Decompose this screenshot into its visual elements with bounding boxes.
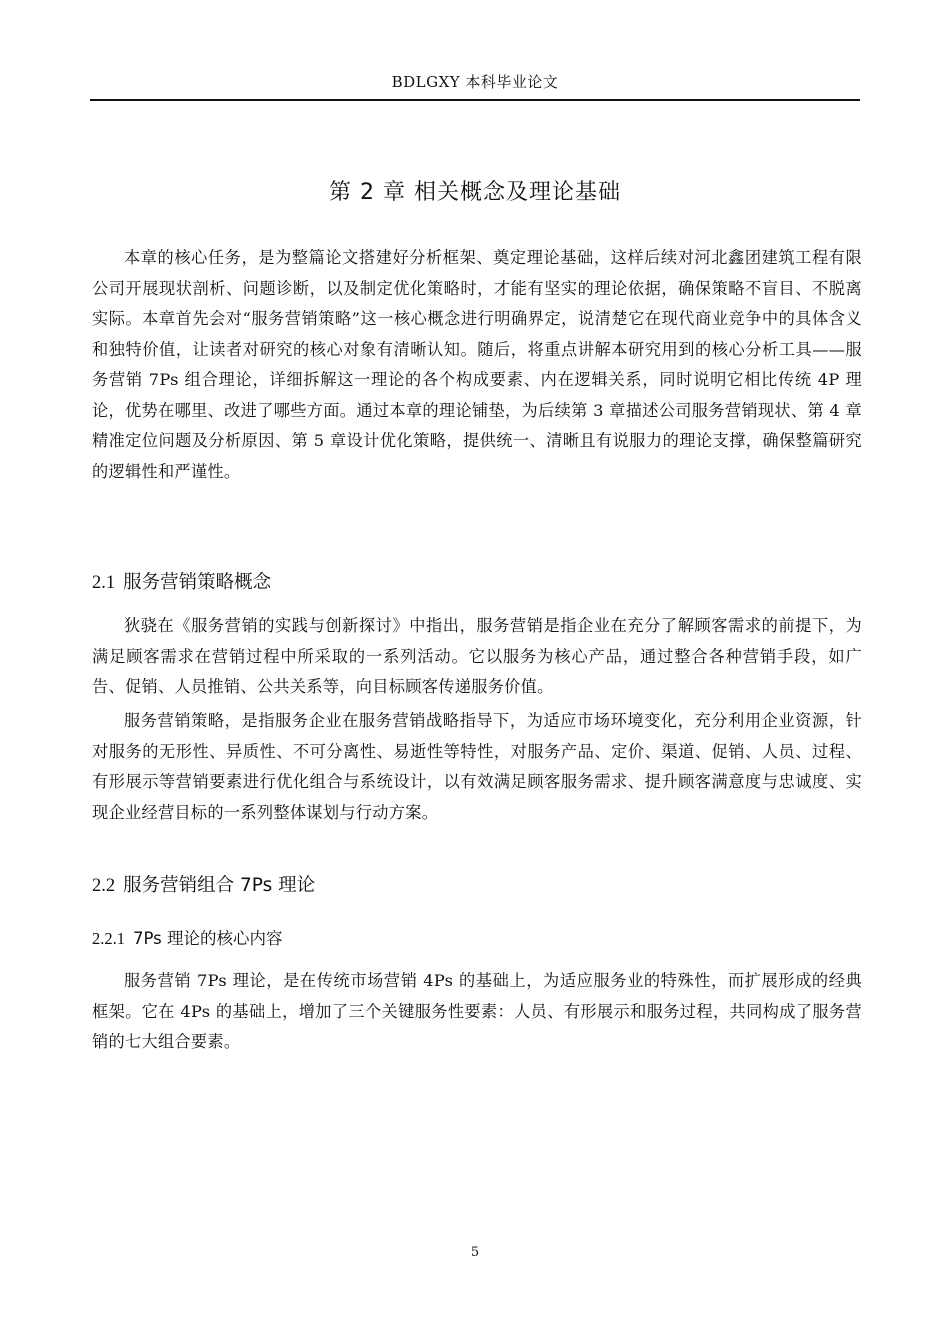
section-number: 2.1 (92, 573, 116, 593)
page-number: 5 (470, 1245, 480, 1260)
running-header: BDLGXY 本科毕业论文 (391, 73, 559, 91)
subsection-heading-2-2-1 (92, 927, 283, 951)
header-rule (90, 99, 860, 101)
paragraph-2-1-b: 服务营销策略，是指服务企业在服务营销战略指导下，为适应市场环境变化，充分利用企业资源，针对服务的无形性、异质性、不可分离性、易逝性等特性，对服务产品、定价、渠道、促销、人员、过程、有形展示等营销要素进行优化组合与系统设计，以有效满足顾客服务需求、提升顾客满意度与忠诚度、实现企业经营目标的一系列整体谋划与行动方案。 (92, 711, 862, 822)
section-number: 2.2 (92, 876, 116, 896)
section-heading-2-2 (92, 873, 315, 899)
section-title: 服务营销策略概念 (123, 572, 272, 593)
section-title: 服务营销组合 7Ps 理论 (123, 875, 316, 896)
section-heading-2-1 (92, 570, 271, 596)
subsection-number: 2.2.1 (92, 929, 125, 948)
paragraph-2-1-a: 狄骁在《服务营销的实践与创新探讨》中指出，服务营销是指企业在充分了解顾客需求的前提下，为满足顾客需求在营销过程中所采取的一系列活动。它以服务为核心产品，通过整合各种营销手段，如广告、促销、人员推销、公共关系等，向目标顾客传递服务价值。 (92, 616, 862, 696)
paragraph-2-2-1-a: 服务营销 7Ps 理论，是在传统市场营销 4Ps 的基础上，为适应服务业的特殊性，而扩展形成的经典框架。它在 4Ps 的基础上，增加了三个关键服务性要素：人员、有形展示和服务过程，共同构成了服务营销的七大组合要素。 (92, 971, 862, 1051)
subsection-title: 7Ps 理论的核心内容 (133, 929, 283, 948)
intro-paragraph: 本章的核心任务，是为整篇论文搭建好分析框架、奠定理论基础，这样后续对河北鑫团建筑工程有限公司开展现状剖析、问题诊断，以及制定优化策略时，才能有坚实的理论依据，确保策略不盲目、不脱离实际。本章首先会对“服务营销策略”这一核心概念进行明确界定，说清楚它在现代商业竞争中的具体含义和独特价值，让读者对研究的核心对象有清晰认知。随后，将重点讲解本研究用到的核心分析工具——服务营销 7Ps 组合理论，详细拆解这一理论的各个构成要素、内在逻辑关系，同时说明它相比传统 4P 理论，优势在哪里、改进了哪些方面。通过本章的理论铺垫，为后续第 3 章描述公司服务营销现状、第 4 章精准定位问题及分析原因、第 5 章设计优化策略，提供统一、清晰且有说服力的理论支撑，确保整篇研究的逻辑性和严谨性。 (92, 248, 862, 481)
chapter-title: 第 2 章 相关概念及理论基础 (329, 180, 621, 205)
